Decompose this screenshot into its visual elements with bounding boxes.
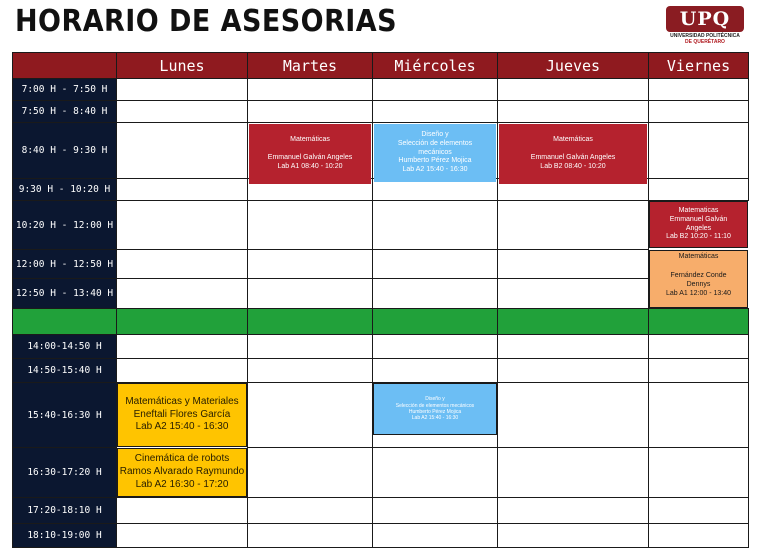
empty-slot (497, 382, 649, 448)
time-slot: 15:40-16:30 H (12, 382, 117, 448)
time-slot: 7:00 H - 7:50 H (12, 78, 117, 101)
empty-slot (497, 334, 649, 359)
empty-slot (116, 78, 248, 101)
empty-slot (116, 249, 248, 279)
header-day-martes: Martes (247, 52, 373, 79)
empty-slot (372, 200, 498, 250)
event-viernes-matematicas (649, 201, 748, 248)
time-slot: 17:20-18:10 H (12, 497, 117, 524)
empty-slot (497, 497, 649, 524)
empty-slot (116, 100, 248, 123)
break-row-jueves (497, 308, 649, 335)
time-slot: 7:50 H - 8:40 H (12, 100, 117, 123)
empty-slot (116, 497, 248, 524)
event-subject: Matematicas (678, 206, 719, 214)
empty-slot (648, 447, 749, 498)
empty-slot (116, 523, 248, 548)
event-lab: Lab B2 10:20 - 11:10 (666, 233, 731, 241)
empty-slot (497, 78, 649, 101)
event-lab: Lab A2 15:40 - 16:30 (135, 421, 229, 433)
logo-mark: UPQ (666, 6, 744, 32)
empty-slot (648, 78, 749, 101)
event-lab: Lab A2 16:30 - 17:20 (135, 478, 229, 490)
empty-slot (247, 100, 373, 123)
event-subject: Diseño y (421, 130, 449, 138)
break-row-viernes (648, 308, 749, 335)
event-teacher: Fernández Conde (670, 271, 727, 279)
empty-slot (247, 382, 373, 448)
break-row-martes (247, 308, 373, 335)
empty-slot (247, 78, 373, 101)
empty-slot (247, 358, 373, 383)
empty-slot (372, 358, 498, 383)
empty-slot (247, 447, 373, 498)
empty-slot (116, 178, 248, 201)
upq-logo (666, 6, 744, 50)
empty-slot (116, 358, 248, 383)
event-subject: Cinemática de robots (134, 453, 230, 465)
event-martes-matematicas (249, 124, 371, 184)
time-slot: 10:20 H - 12:00 H (12, 200, 117, 250)
empty-slot (372, 100, 498, 123)
empty-slot (116, 200, 248, 250)
empty-slot (247, 249, 373, 279)
event-subject: Selección de elementos mecánicos (395, 402, 475, 409)
header-day-miercoles: Miércoles (372, 52, 498, 79)
event-lab: Lab B2 08:40 - 10:20 (540, 162, 606, 170)
event-teacher: Ramos Alvarado Raymundo (119, 466, 245, 478)
event-teacher: Emmanuel Galván (669, 215, 728, 223)
time-slot: 14:00-14:50 H (12, 334, 117, 359)
event-subject: Selección de elementos (397, 139, 473, 147)
empty-slot (497, 523, 649, 548)
break-row-time (12, 308, 117, 335)
event-subject: Matemáticas (290, 136, 330, 144)
empty-slot (247, 334, 373, 359)
event-subject: mecánicos (418, 148, 452, 156)
empty-slot (372, 497, 498, 524)
empty-slot (247, 200, 373, 250)
empty-slot (497, 249, 649, 279)
header-corner (12, 52, 117, 79)
empty-slot (648, 334, 749, 359)
empty-slot (116, 334, 248, 359)
event-teacher: Angeles (685, 224, 712, 232)
event-subject: Matemáticas (678, 253, 719, 260)
event-teacher: Humberto Pérez Mojica (408, 409, 462, 415)
empty-slot (648, 523, 749, 548)
empty-slot (247, 278, 373, 309)
break-row-miercoles (372, 308, 498, 335)
header-day-lunes: Lunes (116, 52, 248, 79)
empty-slot (497, 447, 649, 498)
header-day-jueves: Jueves (497, 52, 649, 79)
event-subject: Matemáticas (553, 136, 593, 144)
empty-slot (372, 334, 498, 359)
empty-slot (372, 249, 498, 279)
time-slot: 8:40 H - 9:30 H (12, 122, 117, 179)
event-lab: Lab A1 12:00 - 13:40 (666, 289, 731, 297)
event-lab: Lab A2 15:40 - 16:30 (402, 166, 468, 174)
empty-slot (497, 100, 649, 123)
empty-slot (372, 78, 498, 101)
empty-slot (497, 200, 649, 250)
event-teacher: Emmanuel Galván Angeles (267, 154, 353, 162)
empty-slot (648, 382, 749, 448)
empty-slot (116, 122, 248, 179)
empty-slot (372, 447, 498, 498)
logo-university-name: UNIVERSIDAD POLITÉCNICA (670, 33, 740, 39)
empty-slot (497, 278, 649, 309)
logo-university-place: DE QUERÉTARO (685, 39, 725, 45)
empty-slot (648, 358, 749, 383)
empty-slot (648, 122, 749, 179)
page-title: HORARIO DE ASESORIAS (15, 4, 398, 39)
event-subject: Matemáticas y Materiales (125, 395, 239, 407)
empty-slot (648, 497, 749, 524)
event-jueves-matematicas (499, 124, 647, 184)
event-subject: Diseño y (425, 396, 445, 403)
empty-slot (372, 278, 498, 309)
time-slot: 18:10-19:00 H (12, 523, 117, 548)
header-day-viernes: Viernes (648, 52, 749, 79)
break-row-lunes (116, 308, 248, 335)
empty-slot (497, 358, 649, 383)
event-lunes-cinematica (117, 448, 247, 497)
empty-slot (247, 523, 373, 548)
time-slot: 14:50-15:40 H (12, 358, 117, 383)
event-teacher: Emmanuel Galván Angeles (530, 154, 616, 162)
event-miercoles-diseno (374, 124, 496, 182)
empty-slot (247, 497, 373, 524)
event-lab: Lab A1 08:40 - 10:20 (277, 162, 343, 170)
event-miercoles-diseno-tarde (373, 383, 497, 435)
empty-slot (116, 278, 248, 309)
event-lab: Lab A2 15:40 - 16:30 (411, 415, 459, 422)
empty-slot (648, 178, 749, 201)
empty-slot (648, 100, 749, 123)
event-viernes-matematicas-fernandez (649, 250, 748, 308)
empty-slot (372, 523, 498, 548)
event-teacher: Eneftali Flores García (133, 408, 231, 420)
event-teacher: Dennys (686, 280, 711, 288)
time-slot: 16:30-17:20 H (12, 447, 117, 498)
event-lunes-matematicas-materiales (117, 383, 247, 447)
time-slot: 9:30 H - 10:20 H (12, 178, 117, 201)
event-teacher: Humberto Pérez Mojica (398, 157, 472, 165)
time-slot: 12:00 H - 12:50 H (12, 249, 117, 279)
time-slot: 12:50 H - 13:40 H (12, 278, 117, 309)
